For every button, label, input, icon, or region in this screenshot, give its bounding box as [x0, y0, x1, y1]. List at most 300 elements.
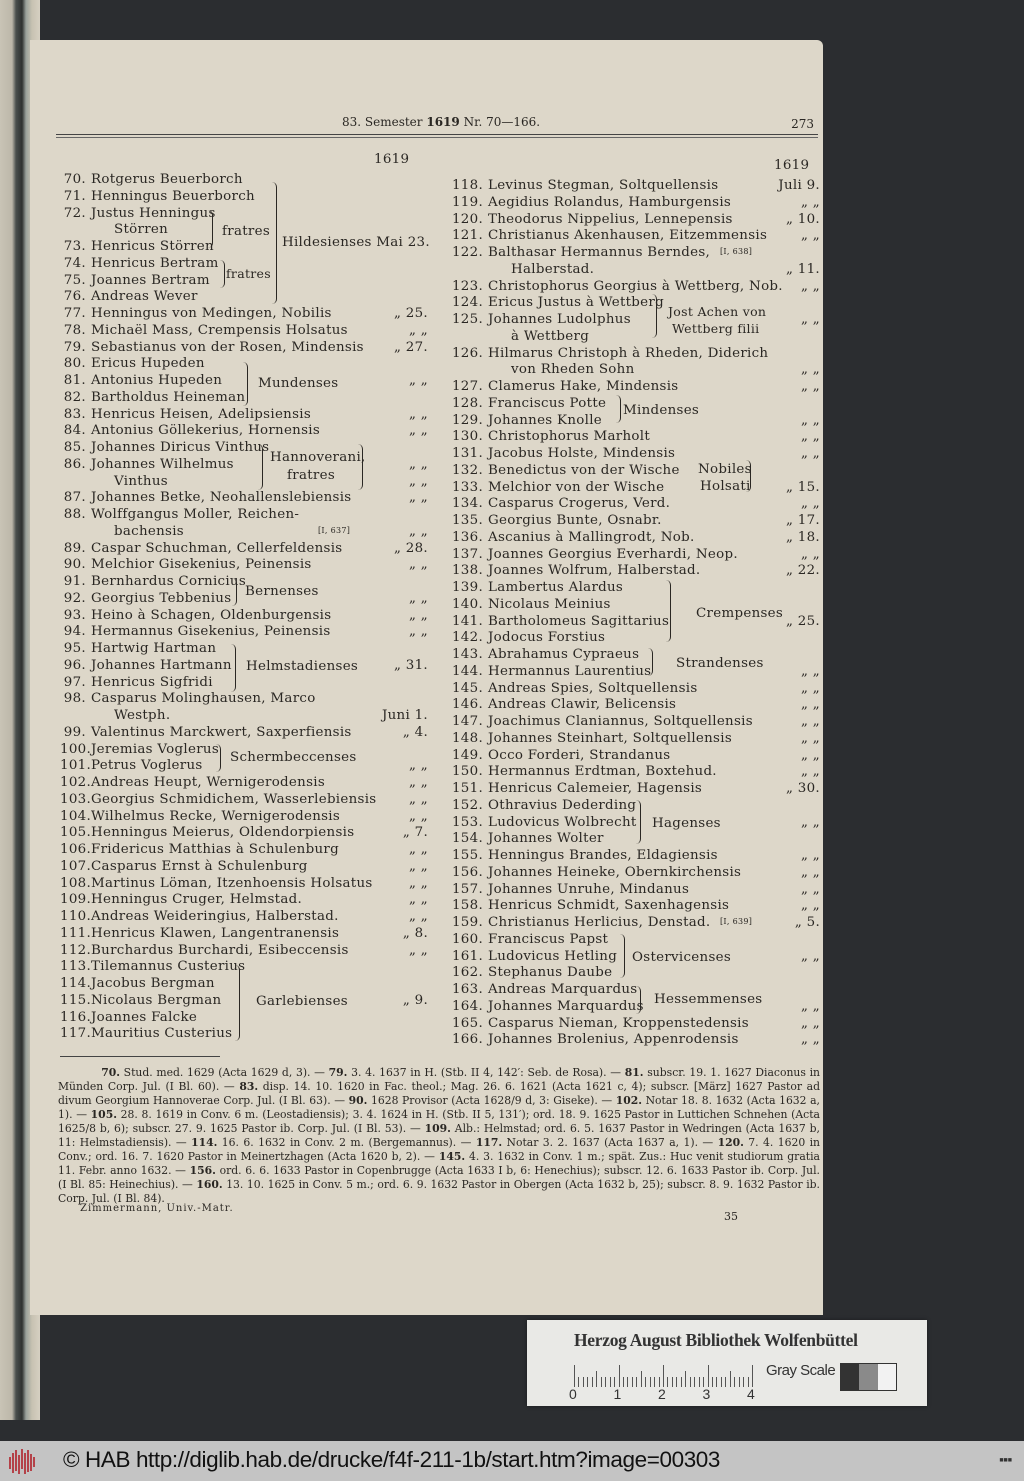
footnote-text: 3. 4. 1637 in H. (Stb. II 4, 142′: Seb. de Rosa). — — [347, 1066, 625, 1079]
entry-row — [450, 714, 753, 731]
entry-name: Christophorus Georgius à Wettberg, Nob. — [488, 278, 783, 294]
entry-row — [60, 926, 339, 943]
entry-number: 166. — [451, 1032, 483, 1048]
entry-row — [450, 681, 698, 698]
entry-row — [450, 396, 606, 413]
entry-row — [450, 496, 670, 513]
entry-row — [60, 373, 222, 390]
entry-number: 152. — [451, 797, 483, 813]
entry-number: 117. — [60, 1026, 92, 1042]
permalink-url[interactable]: © HAB http://diglib.hab.de/drucke/f4f-211-1b/start.htm?image=00303 — [63, 1447, 721, 1472]
entry-name: Vinthus — [114, 473, 168, 489]
entry-name: Christophorus Marholt — [488, 429, 651, 445]
entry-row — [60, 1010, 197, 1027]
entry-name: Andreas Heupt, Wernigerodensis — [91, 775, 326, 790]
entry-name: Rotgerus Beuerborch — [91, 172, 243, 187]
entry-name: Hartwig Hartman — [91, 641, 217, 656]
entry-date: „ „ — [800, 730, 820, 746]
footnote-number: 79. — [328, 1066, 348, 1079]
entry-date: „ 9. — [402, 992, 428, 1008]
entry-number: 157. — [451, 881, 483, 897]
entry-number: 108. — [60, 875, 92, 891]
entry-date: „ 30. — [786, 781, 820, 796]
footnote-text: 7. 4. 1620 in Conv.; ord. 16. 7. 1620 Pastor in Meinertzhagen (Acta 1620 b, 2). — — [58, 1136, 821, 1163]
entry-name: Henricus Sigfridi — [91, 674, 213, 690]
entry-name: Jacobus Holste, Mindensis — [488, 446, 676, 461]
entry-row — [450, 195, 731, 212]
entry-name: Caspar Schuchman, Cellerfeldensis — [91, 540, 343, 556]
brace — [636, 986, 641, 1014]
entry-name: Lambertus Alardus — [488, 580, 624, 595]
entry-row — [450, 915, 710, 932]
entry-row — [450, 228, 767, 245]
footnote-text: 1628 Provisor (Acta 1628/9 d, 3: Giseke). — — [367, 1094, 616, 1107]
footnote-text: 16. 6. 1632 in Conv. 2 m. (Bergemannus). — — [217, 1136, 476, 1149]
entry-name: von Rheden Sohn — [511, 362, 635, 378]
entry-number: 86. — [63, 456, 86, 472]
entry-row — [450, 831, 604, 848]
entry-number: 116. — [60, 1009, 92, 1025]
ruler-tick — [627, 1377, 628, 1387]
entry-name: Georgius Bunte, Osnabr. — [488, 513, 662, 528]
entry-date: „ „ — [408, 909, 428, 924]
entry-row — [450, 580, 623, 597]
entry-number: 70. — [63, 172, 86, 187]
entry-date: „ „ — [800, 379, 820, 394]
group-label: Schermbeccenses — [230, 750, 357, 765]
ruler-tick — [596, 1371, 597, 1387]
entry-name: Valentinus Marckwert, Saxperfiensis — [91, 724, 352, 740]
entry-number: 144. — [451, 663, 483, 679]
entry-name: Jacobus Bergman — [91, 976, 215, 991]
ruler-tick — [694, 1377, 695, 1387]
entry-row — [450, 1032, 739, 1049]
entry-number: 78. — [63, 322, 86, 338]
entry-row — [450, 630, 605, 647]
entry-date: „ „ — [800, 998, 820, 1014]
entry-date: „ „ — [408, 523, 428, 539]
entry-number: 118. — [451, 178, 483, 193]
entry-name: Henningus von Medingen, Nobilis — [91, 306, 332, 321]
entry-name: Casparus Nieman, Kroppenstedensis — [488, 1015, 749, 1031]
entry-name: Tilemannus Custerius — [91, 959, 246, 975]
ruler-tick — [592, 1377, 593, 1387]
entry-date: „ „ — [800, 747, 820, 763]
ruler-tick — [650, 1377, 651, 1387]
entry-name: Joannes Falcke — [91, 1009, 198, 1025]
entry-number: 101. — [60, 758, 92, 774]
footnote-number: 117. — [475, 1136, 503, 1149]
entry-row — [60, 809, 340, 826]
entry-number: 75. — [63, 272, 86, 288]
entry-row — [450, 697, 676, 714]
entry-row — [450, 982, 637, 999]
entry-row — [60, 775, 325, 792]
footnotes — [58, 1066, 820, 1206]
entry-number: 150. — [451, 764, 483, 780]
entry-number: 90. — [63, 557, 86, 573]
entry-name: Joannes Wolfrum, Halberstad. — [488, 563, 701, 579]
entry-date: „ „ — [408, 490, 428, 506]
entry-date: „ „ — [800, 362, 820, 378]
entry-row — [450, 748, 670, 765]
entry-row — [60, 876, 373, 893]
entry-number: 94. — [63, 624, 86, 640]
group-label: Mundenses — [258, 376, 339, 391]
entry-row — [60, 1026, 232, 1043]
entry-row — [60, 993, 221, 1010]
entry-date: „ „ — [408, 423, 428, 439]
ruler-label: 1 — [613, 1386, 622, 1402]
footnote-number: 120. — [717, 1136, 744, 1149]
entry-number: 123. — [451, 278, 483, 294]
entry-date: „ „ — [800, 848, 820, 863]
entry-name: Johannes Hartmann — [91, 657, 232, 673]
group-label: Mindenses — [623, 403, 700, 418]
entry-date: „ „ — [408, 858, 428, 874]
entry-name: Clamerus Hake, Mindensis — [488, 379, 679, 394]
entry-date: „ „ — [800, 496, 820, 512]
entry-name: Ericus Justus à Wettberg — [488, 295, 664, 311]
ruler-tick — [578, 1377, 579, 1387]
entry-date: „ 4. — [402, 724, 428, 740]
entry-row — [450, 563, 700, 580]
ruler-tick — [583, 1377, 584, 1387]
sheet-number: 35 — [724, 1210, 738, 1223]
entry-name: Johannes Knolle — [488, 412, 603, 428]
entry-number: 102. — [60, 775, 92, 790]
entry-name: Ascanius à Mallingrodt, Nob. — [488, 529, 695, 545]
entry-name: Christianus Herlicius, Denstad. — [488, 915, 711, 930]
entry-number: 92. — [63, 590, 86, 606]
entry-date: „ „ — [408, 808, 428, 824]
entry-row — [60, 172, 243, 189]
measurement-ruler — [574, 1365, 752, 1387]
entry-row — [60, 407, 311, 424]
entry-row — [60, 943, 349, 960]
brace — [616, 395, 621, 423]
entry-row — [450, 932, 608, 949]
entry-row — [60, 390, 245, 407]
running-header — [58, 115, 818, 131]
entry-date: „ „ — [408, 406, 428, 422]
entry-number: 77. — [63, 306, 86, 321]
footnote-text: disp. 14. 10. 1620 in Fac. theol.; Mag. 26. 6. 1621 (Acta 1621 c, 4); subscr. [März] 1627 Pastor ad divum Georgium Hannoverae Corp. Jul. (I Bl. 63). — — [58, 1080, 820, 1107]
footnote-number: 145. — [438, 1150, 466, 1163]
ruler-tick — [663, 1365, 664, 1387]
volume-reference: [I, 637] — [318, 525, 351, 535]
entry-name: Bernhardus Cornicius — [91, 574, 247, 589]
group-label: Strandenses — [676, 656, 764, 671]
entry-row — [60, 892, 302, 909]
entry-row — [450, 798, 636, 815]
entry-date: Juli 9. — [778, 178, 820, 193]
entry-row — [450, 949, 617, 966]
entry-number: 162. — [451, 965, 483, 981]
entry-date: „ „ — [800, 764, 820, 780]
group-label: fratres — [226, 266, 271, 281]
ruler-tick — [730, 1371, 731, 1387]
entry-date: „ „ — [408, 875, 428, 891]
entry-name: à Wettberg — [511, 328, 590, 344]
entry-name: Martinus Löman, Itzenhoensis Holsatus — [91, 875, 373, 891]
entry-name: Fridericus Matthias à Schulenburg — [91, 842, 339, 857]
entry-number: 134. — [451, 496, 483, 512]
entry-number: 125. — [451, 312, 483, 327]
entry-name: Jodocus Forstius — [488, 630, 606, 646]
entry-name: Melchior Gisekenius, Peinensis — [91, 557, 312, 573]
footnote-number: 156. — [189, 1164, 216, 1177]
entry-number: 111. — [60, 925, 92, 941]
entry-row — [60, 474, 168, 491]
entry-number: 138. — [451, 563, 483, 579]
gray-swatch — [841, 1364, 859, 1390]
ruler-tick — [734, 1377, 735, 1387]
ruler-label: 0 — [569, 1386, 577, 1402]
entry-name: Georgius Schmidichem, Wasserlebiensis — [91, 791, 377, 807]
brace — [652, 294, 657, 338]
brace — [216, 744, 221, 772]
ruler-tick — [712, 1377, 713, 1387]
entry-name: Bartholomeus Sagittarius — [488, 613, 670, 629]
entry-row — [450, 1016, 749, 1033]
entry-row — [450, 279, 783, 296]
entry-date: „ „ — [800, 1032, 820, 1048]
entry-row — [450, 764, 717, 781]
entry-date: „ 22. — [786, 563, 820, 579]
entry-number: 76. — [63, 289, 86, 305]
entry-name: Wilhelmus Recke, Wernigerodensis — [91, 808, 341, 824]
entry-number: 105. — [60, 825, 92, 841]
entry-row — [60, 289, 198, 306]
entry-name: Occo Forderi, Strandanus — [488, 747, 671, 763]
entry-name: Nicolaus Meinius — [488, 596, 611, 612]
entry-name: Burchardus Burchardi, Esibeccensis — [91, 942, 349, 958]
page-number: 273 — [791, 117, 814, 131]
entry-number: 129. — [451, 412, 483, 428]
entry-number: 119. — [451, 194, 483, 210]
entry-number: 72. — [63, 205, 86, 221]
entry-name: Henricus Heisen, Adelipsiensis — [91, 406, 312, 422]
entry-number: 131. — [451, 446, 483, 461]
entry-name: Othravius Dederding — [488, 797, 637, 813]
entry-date: „ 8. — [402, 925, 428, 941]
entry-name: Aegidius Rolandus, Hamburgensis — [488, 194, 732, 210]
ruler-tick — [708, 1365, 709, 1387]
entry-date: „ „ — [800, 446, 820, 461]
entry-row — [60, 222, 168, 239]
entry-name: Sebastianus von der Rosen, Mindensis — [91, 339, 364, 355]
entry-name: Johannes Ludolphus — [488, 312, 631, 327]
header-rule — [56, 134, 818, 138]
entry-row — [60, 842, 339, 859]
entry-number: 79. — [63, 339, 86, 355]
entry-row — [450, 513, 662, 530]
entry-number: 126. — [451, 345, 483, 361]
entry-row — [450, 413, 602, 430]
footnote-text: 13. 10. 1625 in Conv. 5 m.; ord. 6. 9. 1632 Pastor in Obergen (Acta 1632 b, 25); subscr. 8. 9. 1632 Pastor ib. Corp. Jul. (I Bl. 84). — [58, 1178, 820, 1205]
entry-name: Andreas Spies, Soltquellensis — [488, 680, 698, 696]
group-label: Helmstadienses — [246, 659, 359, 674]
entry-number: 159. — [451, 915, 483, 930]
entry-number: 83. — [63, 406, 86, 422]
entry-name: Joannes Georgius Everhardi, Neop. — [488, 546, 738, 562]
entry-number: 97. — [63, 674, 86, 690]
entry-row — [60, 624, 331, 641]
entry-date: „ 5. — [794, 915, 820, 930]
entry-row — [60, 557, 312, 574]
entry-number: 136. — [451, 529, 483, 545]
gray-swatch — [878, 1364, 896, 1390]
entry-row — [450, 965, 612, 982]
entry-date: „ „ — [800, 312, 820, 327]
entry-date: „ „ — [408, 557, 428, 573]
volume-reference: [I, 639] — [720, 917, 753, 926]
entry-row — [450, 178, 718, 195]
entry-number: 96. — [63, 657, 86, 673]
entry-number: 156. — [451, 864, 483, 880]
entry-row — [450, 212, 733, 229]
entry-name: Westph. — [114, 708, 171, 723]
entry-row — [450, 781, 702, 798]
entry-number: 165. — [451, 1015, 483, 1031]
viewer-footer-bar — [0, 1441, 1024, 1481]
entry-number: 133. — [451, 479, 483, 495]
entry-date: „ 11. — [786, 261, 820, 277]
entry-row — [450, 865, 741, 882]
entry-number: 146. — [451, 697, 483, 713]
footnote-text: 28. 8. 1619 in Conv. 6 m. (Leostadiensis); 3. 4. 1624 in H. (Stb. II 5, 131′); ord. 18. 9. 1625 Pastor in Luttichen Schnehen (Acta 1625/8 b, 6); subscr. 27. 9. 1625 Pastor ib. Corp. Jul. (I Bl. 53). — — [58, 1108, 820, 1135]
entry-number: 100. — [60, 741, 92, 757]
entry-name: Bartholdus Heineman — [91, 389, 246, 405]
entry-number: 113. — [60, 959, 92, 975]
entry-number: 93. — [63, 607, 86, 623]
group-label: Hessemmenses — [654, 992, 763, 1007]
entry-number: 107. — [60, 858, 92, 874]
entry-name: Levinus Stegman, Soltquellensis — [488, 178, 719, 193]
entry-row — [60, 591, 231, 608]
entry-number: 82. — [63, 389, 86, 405]
ruler-tick — [721, 1377, 722, 1387]
entry-date: „ „ — [800, 948, 820, 964]
entry-name: Antonius Göllekerius, Hornensis — [91, 423, 321, 439]
entry-number: 84. — [63, 423, 86, 439]
entry-row — [60, 574, 246, 591]
entry-number: 142. — [451, 630, 483, 646]
entry-name: Hermannus Gisekenius, Peinensis — [91, 624, 331, 640]
entry-name: Henningus Meierus, Oldendorpiensis — [91, 825, 355, 841]
column-year: 1619 — [374, 152, 410, 167]
entry-row — [60, 206, 216, 223]
ruler-tick — [667, 1377, 668, 1387]
entry-row — [60, 641, 216, 658]
entry-row — [60, 909, 339, 926]
entry-row — [450, 262, 594, 279]
entry-name: Johannes Steinhart, Soltquellensis — [488, 730, 732, 746]
entry-date: „ „ — [800, 881, 820, 897]
entry-number: 153. — [451, 814, 483, 830]
ruler-tick — [739, 1377, 740, 1387]
entry-row — [60, 725, 352, 742]
entry-name: Johannes Wilhelmus — [91, 456, 234, 472]
group-label: Hagenses — [652, 816, 721, 831]
entry-date: „ „ — [408, 473, 428, 489]
entry-row — [450, 480, 664, 497]
entry-date: „ „ — [800, 1015, 820, 1031]
entry-number: 141. — [451, 613, 483, 629]
entry-row — [450, 429, 650, 446]
entry-date: „ „ — [800, 714, 820, 729]
entry-name: Casparus Ernst à Schulenburg — [91, 858, 308, 874]
entry-row — [450, 446, 675, 463]
entry-row — [450, 547, 738, 564]
entry-row — [60, 423, 320, 440]
entry-date: „ „ — [408, 775, 428, 790]
entry-number: 130. — [451, 429, 483, 445]
group-label: Hildesienses Mai 23. — [282, 235, 430, 250]
entry-date: „ 31. — [394, 657, 428, 673]
entry-row — [450, 379, 678, 396]
entry-date: „ „ — [800, 412, 820, 428]
footnote-text: ord. 6. 6. 1633 Pastor in Copenbrugge (Acta 1633 I b, 6: Henechius); subscr. 12. 6. 1633 Pastor ib. Corp. Jul. (I Bl. 85: Heinechius). — — [58, 1164, 820, 1191]
entry-row — [60, 758, 203, 775]
entry-name: Hermannus Laurentius — [488, 663, 652, 679]
entry-date: „ „ — [800, 228, 820, 244]
entry-row — [60, 608, 331, 625]
entry-row — [450, 848, 718, 865]
footnote-number: 114. — [191, 1136, 218, 1149]
entry-name: Antonius Hupeden — [91, 373, 223, 388]
entry-name: Hermannus Erdtman, Boxtehud. — [488, 764, 717, 780]
entry-number: 163. — [451, 982, 483, 997]
ruler-label: 2 — [658, 1386, 666, 1402]
entry-row — [60, 507, 299, 524]
entry-name: Johannes Marquardus — [488, 998, 644, 1014]
running-title: 83. Semester 1619 Nr. 70—166. — [342, 115, 541, 129]
entry-number: 88. — [63, 507, 86, 522]
ruler-tick — [716, 1377, 717, 1387]
ruler-tick — [699, 1377, 700, 1387]
entry-row — [450, 346, 768, 363]
entry-number: 115. — [60, 992, 92, 1008]
entry-date: „ „ — [800, 278, 820, 294]
entry-number: 127. — [451, 379, 483, 394]
footnote-text: Notar 3. 2. 1637 (Acta 1637 a, 1). — — [502, 1136, 718, 1149]
entry-row — [60, 239, 214, 256]
ruler-tick — [601, 1377, 602, 1387]
entry-name: Petrus Voglerus — [91, 758, 203, 774]
entry-name: Henricus Calemeier, Hagensis — [488, 781, 703, 796]
ruler-tick — [752, 1365, 753, 1387]
ruler-tick — [645, 1377, 646, 1387]
group-label: Crempenses — [696, 606, 784, 621]
entry-row — [60, 256, 219, 273]
ruler-tick — [610, 1377, 611, 1387]
entry-name: Stephanus Daube — [488, 965, 613, 981]
entry-number: 135. — [451, 513, 483, 528]
brace — [232, 578, 237, 606]
entry-date: „ „ — [408, 791, 428, 807]
entry-name: Melchior von der Wische — [488, 479, 665, 495]
library-color-card — [527, 1320, 927, 1406]
entry-name: Henningus Brandes, Eldagiensis — [488, 848, 718, 863]
entry-number: 145. — [451, 680, 483, 696]
footnote-text: Notar 18. 8. 1632 (Acta 1632 a, 1). — — [58, 1094, 820, 1121]
entry-name: Henricus Bertram — [91, 255, 219, 271]
entry-name: Abrahamus Cypraeus — [488, 647, 640, 662]
brace — [243, 362, 248, 406]
entry-number: 106. — [60, 842, 92, 857]
